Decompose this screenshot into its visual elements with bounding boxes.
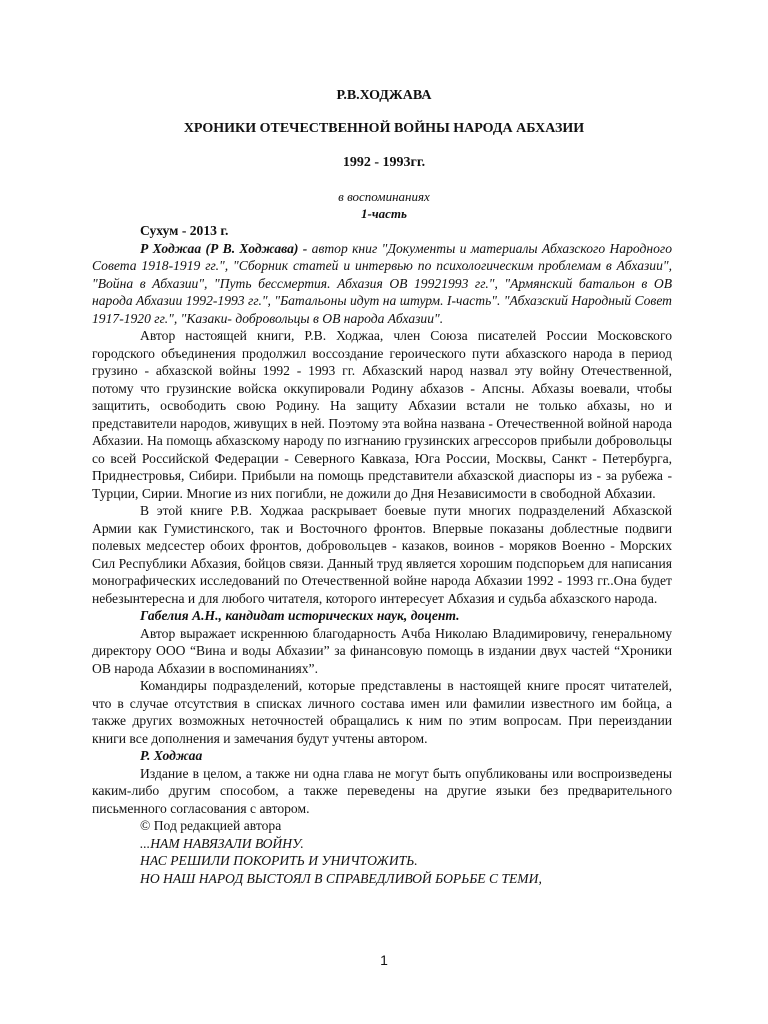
bio-text: автор книг "Документы и материалы Абхазского Народного Совета 1918-1919 гг.", "Сборник статей и интервью по психологическим проблемам в Абхазии", "Война в Абхазии", "Путь бессмертия. Абхазия ОВ 19921993 гг.", "Армянский батальон в ОВ народа Абхазии 1992-1993 гг.", "Батальоны идут на штурм. I-часть". "Абхазский Народный Совет 1917-1920 гг.", "Казаки- добровольцы в ОВ народа Абхазии". [92,240,673,326]
book-title: ХРОНИКИ ОТЕЧЕСТВЕННОЙ ВОЙНЫ НАРОДА АБХАЗИИ [183,121,585,136]
paragraph-thanks: Автор выражает искреннюю благодарность Ачба Николаю Владимировичу, генеральному директору ООО “Вина и воды Абхазии” за финансовую помощь в издании двух частей “Хроники ОВ народа Абхазии в воспоминаниях”. [92,625,672,676]
bio-name: Р Ходжаа (Р В. Ходжава) - [140,240,308,256]
edition-note: © Под редакцией автора [140,818,282,833]
place-year: Сухум - 2013 г. [140,223,229,238]
author-signature: Р. Ходжаа [140,748,203,763]
epigraph-line: ...НАМ НАВЯЗАЛИ ВОЙНУ. [140,835,304,851]
book-years: 1992 - 1993гг. [342,155,426,170]
paragraph-content: В этой книге Р.В. Ходжаа раскрывает боевые пути многих подразделений Абхазской Армии как Гумистинского, так и Восточного фронтов. Впервые показаны доблестные подвиги полевых медсестер обоих фронтов, добровольцев - казаков, воинов - моряков Военно - Морских Сил Республики Абхазия, бойцов связи. Данный труд является хорошим подспорьем для написания монографических исследований по Отечественной войне народа Абхазии 1992 - 1993 гг..Она будет небезынтересна и для любого читателя, которого интересует Абхазия и судьба абхазского народа. [92,503,672,606]
epigraph-line: НО НАШ НАРОД ВЫСТОЯЛ В СПРАВЕДЛИВОЙ БОРЬБЕ С ТЕМИ, [140,870,542,886]
document-body [92,222,672,887]
book-subtitle: в воспоминаниях [338,189,430,204]
page-number: 1 [380,952,388,968]
copyright-notice: Издание в целом, а также ни одна глава не могут быть опубликованы или воспроизведены каким-либо другим способом, а также переведены на другие языки без предварительного письменного согласования с автором. [92,765,672,816]
book-author: Р.В.ХОДЖАВА [336,88,432,103]
epigraph-line: НАС РЕШИЛИ ПОКОРИТЬ И УНИЧТОЖИТЬ. [140,853,418,868]
paragraph-intro: Автор настоящей книги, Р.В. Ходжаа, член Союза писателей России Московского городского объединения продолжил воссоздание героического пути абхазского народа в период грузино - абхазской войны 1992 - 1993 гг. Абхазский народ назвал эту войну Отечественной, потому что грузинские войска оккупировали Родину абхазов - Апсны. Абхазы воевали, чтобы защитить, освободить свою Родину. На защиту Абхазии встали не только абхазы, но и представители народов, живущих в ней. Поэтому эта война названа - Отечественной войной народа Абхазии. На помощь абхазскому народу по изгнанию грузинских агрессоров прибыли добровольцы со всей Российской Федерации - Северного Кавказа, Юга России, Москвы, Санкт - Петербурга, Приднестровья, Сибири. Прибыли на помощь представители абхазской диаспоры из - за рубежа - Турции, Сирии. Многие из них погибли, не дожили до Дня Независимости в свободной Абхазии. [92,328,672,501]
paragraph-request: Командиры подразделений, которые представлены в настоящей книге просят читателей, что в случае отсутствия в списках личного состава имен или фамилии известного им бойца, а также других возможных неточностей обращались к ним по этим вопросам. При переиздании книги все дополнения и замечания будут учтены автором. [92,678,672,746]
author-bio [92,240,672,328]
book-part: 1-часть [361,206,407,221]
reviewer-signature: Габелия А.Н., кандидат исторических наук, доцент. [140,608,460,623]
